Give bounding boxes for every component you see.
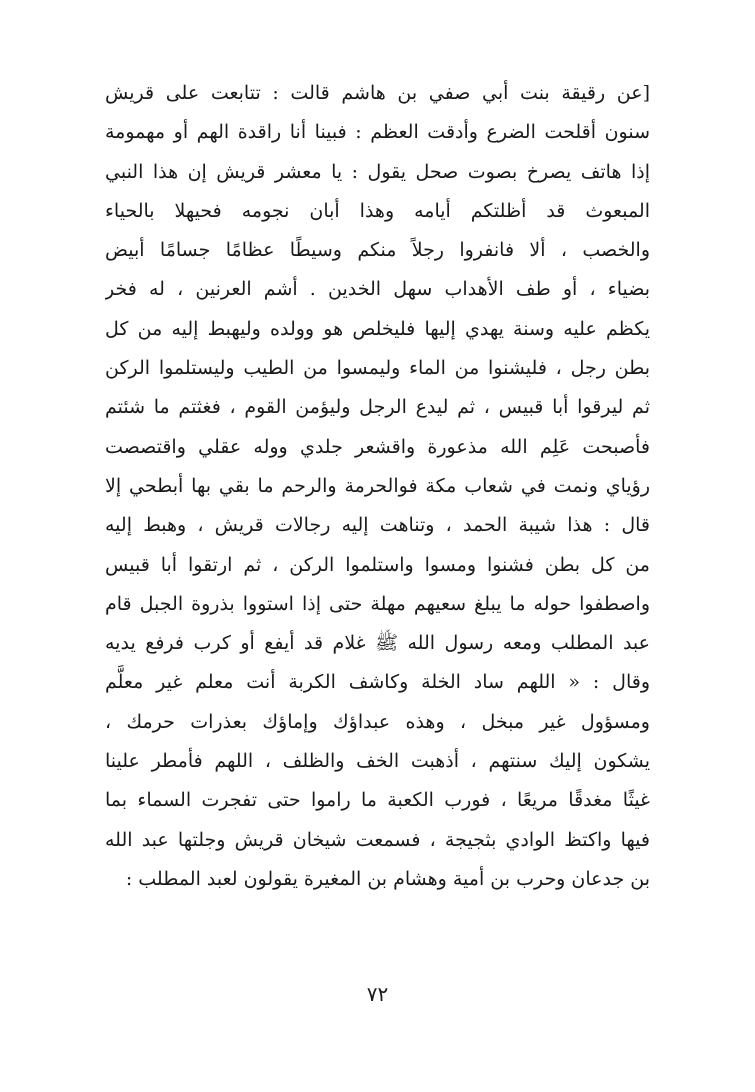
- text-line: يكظم عليه وسنة يهدي إليها فليخلص هو وولده وليهبط إليه من كل: [105, 317, 650, 340]
- text-line: سنون أقلحت الضرع وأدقت العظم : فبينا أنا راقدة الهم أو مهمومة: [105, 121, 650, 144]
- text-line: بطن رجل ، فليشنوا من الماء وليمسوا من الطيب وليستلموا الركن: [105, 357, 650, 380]
- text-line: إذا هاتف يصرخ بصوت صحل يقول : يا معشر قريش إن هذا النبي: [105, 160, 650, 183]
- text-line: فيها واكتظ الوادي بثجيجة ، فسمعت شيخان قريش وجلتها عبد الله: [105, 828, 650, 851]
- text-line: ثم ليرقوا أبا قبيس ، ثم ليدع الرجل وليؤمن القوم ، فغثتم ما شئتم: [105, 396, 650, 419]
- text-line: من كل بطن فشنوا ومسوا واستلموا الركن ، ثم ارتقوا أبا قبيس: [105, 553, 650, 576]
- text-line: قال : هذا شيبة الحمد ، وتناهت إليه رجالات قريش ، وهبط إليه: [105, 514, 650, 537]
- text-line: بن جدعان وحرب بن أمية وهشام بن المغيرة يقولون لعبد المطلب :: [125, 867, 650, 890]
- page-number: ٧٢: [366, 982, 389, 1006]
- text-line: ومسؤول غير مبخل ، وهذه عبداؤك وإماؤك بعذرات حرمك ،: [105, 710, 650, 733]
- text-line: عبد المطلب ومعه رسول الله ﷺ غلام قد أيفع أو كرب فرفع يديه: [105, 632, 650, 655]
- text-line: [عن رقيقة بنت أبي صفي بن هاشم قالت : تتابعت على قريش: [105, 82, 650, 104]
- text-line: المبعوث قد أظلتكم أيامه وهذا أبان نجومه فحيهلا بالحياء: [105, 199, 650, 222]
- text-line: والخصب ، ألا فانفروا رجلاً منكم وسيطًا عظامًا جسامًا أبيض: [105, 239, 650, 262]
- text-line: فأصبحت عَلِم الله مذعورة واقشعر جلدي ووله عقلي واقتصصت: [105, 435, 650, 458]
- text-line: واصطفوا حوله ما يبلغ سعيهم مهلة حتى إذا استووا بذروة الجبل قام: [105, 592, 650, 615]
- body-text: [105, 74, 650, 899]
- text-line: غيثًا مغدقًا مريعًا ، فورب الكعبة ما راموا حتى تفجرت السماء بما: [105, 789, 650, 812]
- text-line: بضياء ، أو طف الأهداب سهل الخدين . أشم العرنين ، له فخر: [105, 278, 650, 301]
- text-line: يشكون إليك سنتهم ، أذهبت الخف والظلف ، اللهم فأمطر علينا: [105, 750, 650, 773]
- text-line: وقال : « اللهم ساد الخلة وكاشف الكربة أنت معلم غير معلَّم: [105, 671, 650, 694]
- text-line: رؤياي ونمت في شعاب مكة فوالحرمة والرحم ما بقي بها أبطحي إلا: [105, 474, 650, 497]
